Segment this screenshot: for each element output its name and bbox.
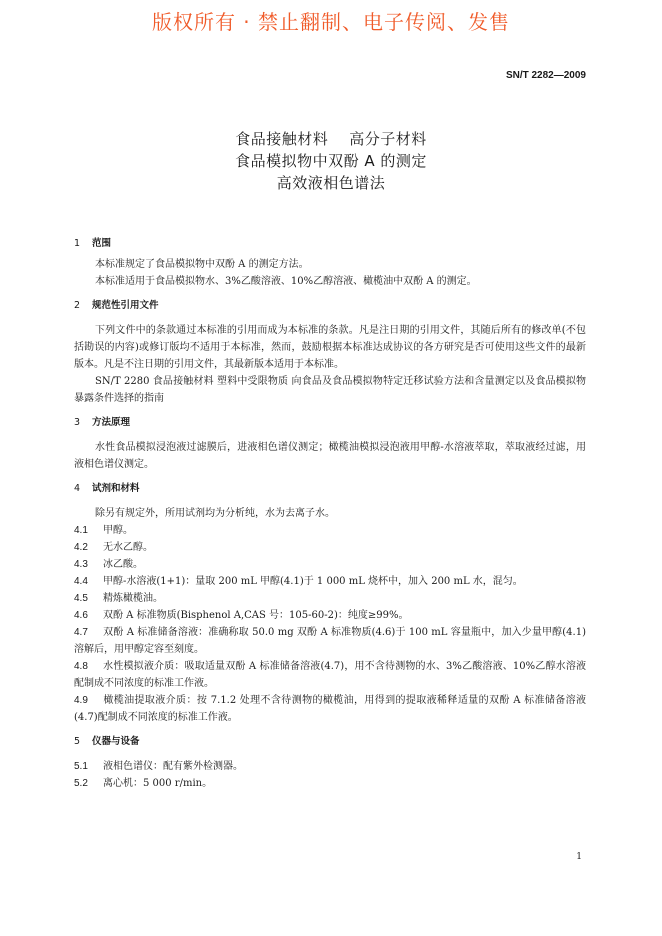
item-text: 离心机：5 000 r/min。 — [103, 778, 213, 789]
section-title: 规范性引用文件 — [92, 300, 159, 311]
list-item — [74, 590, 586, 607]
list-item — [74, 624, 586, 658]
paragraph: 本标准规定了食品模拟物中双酚 A 的测定方法。 — [95, 259, 309, 270]
list-item — [74, 573, 586, 590]
document-body — [74, 236, 586, 792]
list-item — [74, 607, 586, 624]
item-number: 4.3 — [74, 559, 88, 570]
title-line-1: 食品接触材料 高分子材料 — [235, 130, 427, 148]
item-number: 4.6 — [74, 610, 88, 621]
section-number: 3 — [74, 417, 81, 428]
document-title — [0, 128, 662, 194]
list-item — [74, 758, 586, 775]
paragraph: SN/T 2280 食品接触材料 塑料中受限物质 向食品及食品模拟物特定迁移试验方法和含量测定以及食品模拟物暴露条件选择的指南 — [74, 376, 586, 404]
item-number: 4.1 — [74, 525, 88, 536]
section-heading-apparatus — [74, 734, 586, 750]
item-text: 橄榄油提取液介质：按 7.1.2 处理不含待测物的橄榄油，用得到的提取液稀释适量的双酚 A 标准储备溶液(4.7)配制成不同浓度的标准工作液。 — [74, 695, 586, 723]
item-text: 冰乙酸。 — [103, 559, 143, 570]
item-text: 无水乙醇。 — [103, 542, 153, 553]
section-heading-principle — [74, 415, 586, 431]
copyright-banner: 版权所有 · 禁止翻制、电子传阅、发售 — [151, 10, 511, 34]
paragraph: 除另有规定外，所用试剂均为分析纯，水为去离子水。 — [95, 508, 335, 519]
section-title: 方法原理 — [92, 417, 131, 428]
item-number: 4.8 — [74, 661, 88, 672]
section-heading-normative-references — [74, 298, 586, 314]
item-text: 水性模拟液介质：吸取适量双酚 A 标准储备溶液(4.7)，用不含待测物的水、3%乙酸溶液、10%乙醇水溶液配制成不同浓度的标准工作液。 — [74, 661, 586, 689]
item-text: 甲醇-水溶液(1+1)：量取 200 mL 甲醇(4.1)于 1 000 mL 烧杯中，加入 200 mL 水，混匀。 — [103, 576, 523, 587]
list-item — [74, 775, 586, 792]
section-title: 仪器与设备 — [92, 736, 140, 747]
item-number: 4.9 — [74, 695, 88, 706]
standard-code: SN/T 2282—2009 — [505, 70, 586, 81]
item-text: 精炼橄榄油。 — [103, 593, 163, 604]
paragraph: 水性食品模拟浸泡液过滤膜后，进液相色谱仪测定；橄榄油模拟浸泡液用甲醇-水溶液萃取，萃取液经过滤，用液相色谱仪测定。 — [74, 442, 586, 470]
item-number: 4.4 — [74, 576, 88, 587]
section-title: 试剂和材料 — [92, 483, 140, 494]
paragraph: 下列文件中的条款通过本标准的引用而成为本标准的条款。凡是注日期的引用文件，其随后所有的修改单(不包括勘误的内容)或修订版均不适用于本标准，然而，鼓励根据本标准达成协议的各方研究是否可使用这些文件的最新版本。凡是不注日期的引用文件，其最新版本适用于本标准。 — [74, 325, 586, 370]
item-number: 5.2 — [74, 778, 88, 789]
item-text: 液相色谱仪：配有紫外检测器。 — [103, 761, 243, 772]
section-heading-scope — [74, 236, 586, 252]
item-text: 甲醇。 — [103, 525, 133, 536]
list-item — [74, 556, 586, 573]
section-number: 4 — [74, 483, 81, 494]
list-item — [74, 692, 586, 726]
section-number: 2 — [74, 300, 81, 311]
paragraph: 本标准适用于食品模拟物水、3%乙酸溶液、10%乙醇溶液、橄榄油中双酚 A 的测定。 — [95, 276, 477, 287]
title-line-3: 高效液相色谱法 — [276, 174, 386, 192]
section-number: 5 — [74, 736, 81, 747]
item-number: 5.1 — [74, 761, 88, 772]
title-line-2: 食品模拟物中双酚 A 的测定 — [235, 152, 427, 170]
list-item — [74, 539, 586, 556]
item-number: 4.5 — [74, 593, 88, 604]
item-text: 双酚 A 标准储备溶液：准确称取 50.0 mg 双酚 A 标准物质(4.6)于 100 mL 容量瓶中，加入少量甲醇(4.1)溶解后，用甲醇定容至刻度。 — [74, 627, 586, 655]
item-text: 双酚 A 标准物质(Bisphenol A,CAS 号：105-60-2)：纯度≥99%。 — [103, 610, 409, 621]
list-item — [74, 522, 586, 539]
item-number: 4.7 — [74, 627, 88, 638]
section-number: 1 — [74, 238, 81, 249]
item-number: 4.2 — [74, 542, 88, 553]
section-title: 范围 — [92, 238, 112, 249]
section-heading-reagents — [74, 481, 586, 497]
list-item — [74, 658, 586, 692]
page-number: 1 — [576, 852, 582, 862]
